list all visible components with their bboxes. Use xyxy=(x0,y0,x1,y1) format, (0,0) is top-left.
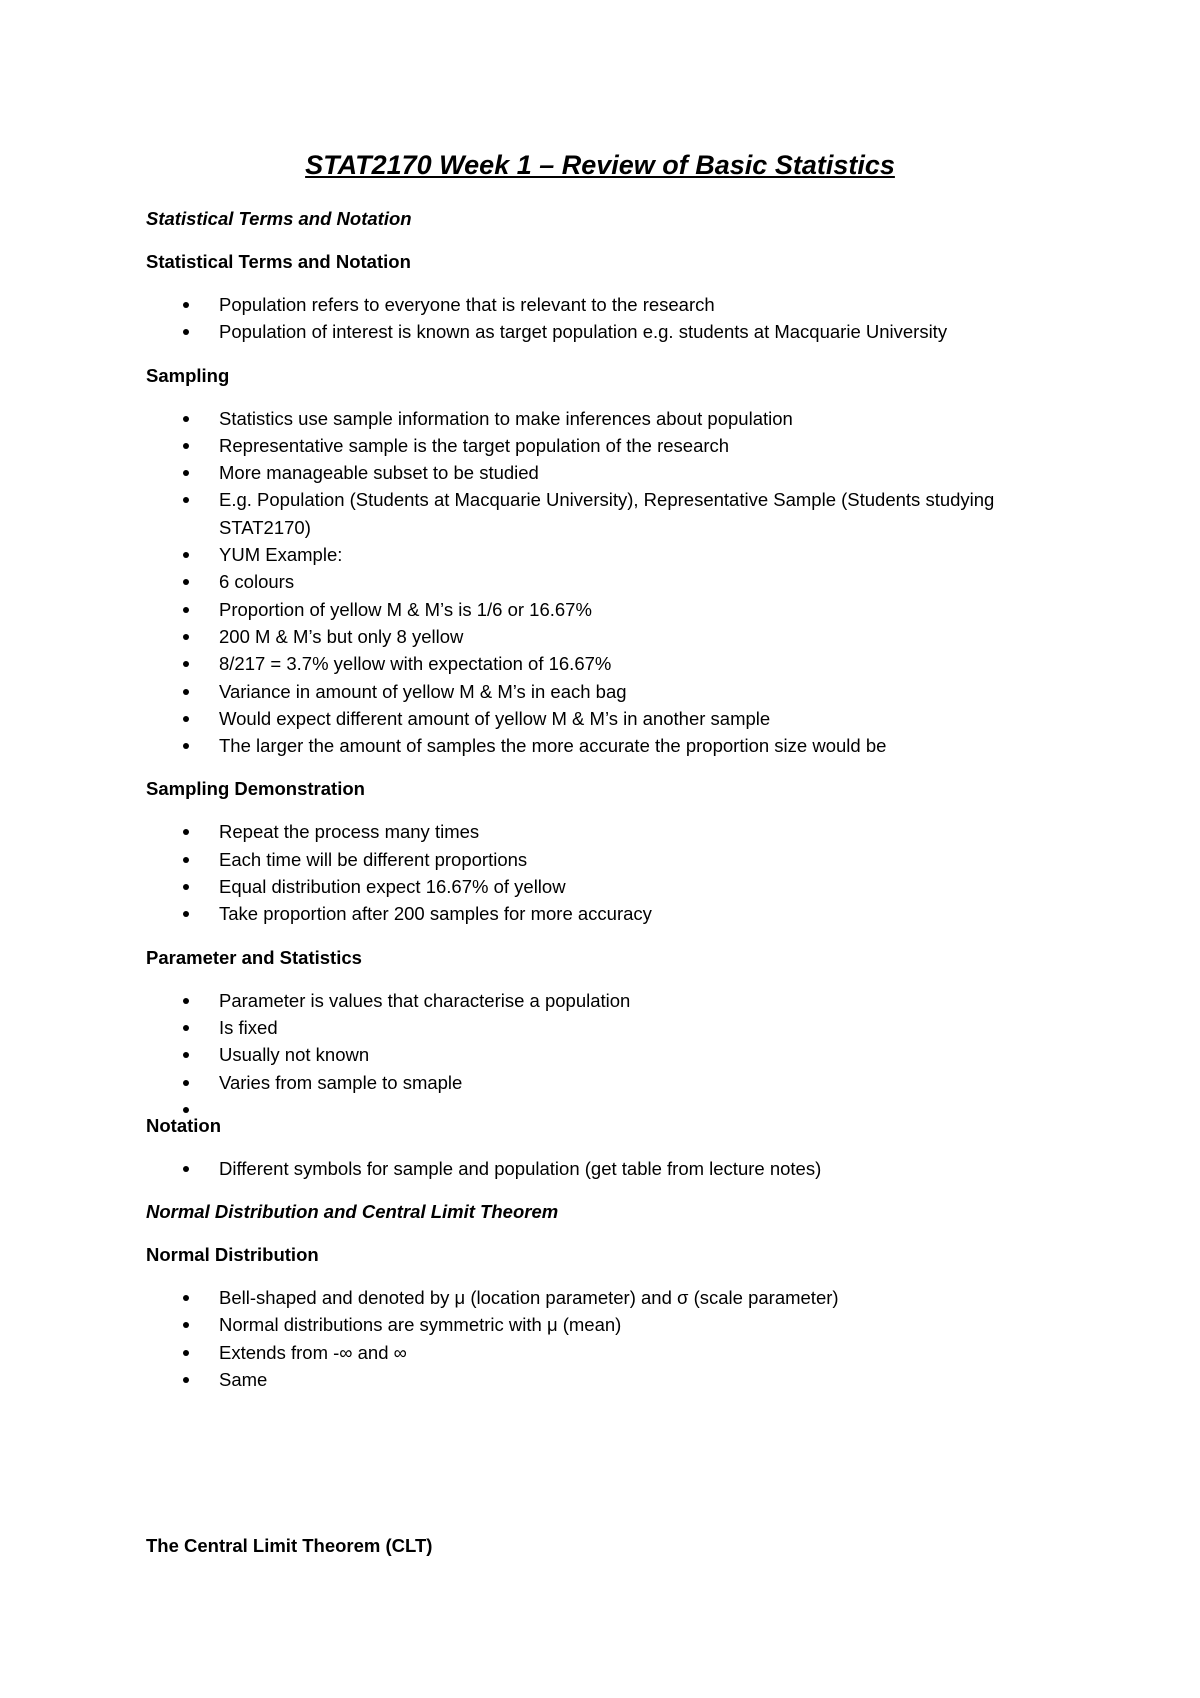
bullet-dot-icon xyxy=(183,329,189,335)
bullet-dot-icon xyxy=(183,911,189,917)
bullet-item xyxy=(146,432,1066,459)
bullet-text: Is fixed xyxy=(219,1016,278,1038)
bullet-item xyxy=(146,405,1066,432)
bullet-item xyxy=(146,846,1066,873)
bullet-text: Representative sample is the target population of the research xyxy=(219,434,730,456)
bullet-dot-icon xyxy=(183,661,189,667)
bullet-item xyxy=(146,732,1066,759)
bullet-dot-icon xyxy=(183,416,189,422)
bullet-text: Equal distribution expect 16.67% of yellow xyxy=(219,876,566,898)
section-heading: Statistical Terms and Notation xyxy=(146,251,411,272)
section-heading: Sampling Demonstration xyxy=(146,778,365,800)
bullet-text: Same xyxy=(219,1369,268,1391)
bullet-list xyxy=(146,987,1066,1096)
bullet-text: Bell-shaped and denoted by μ (location parameter) and σ (scale parameter) xyxy=(219,1287,839,1309)
bullet-item xyxy=(146,873,1066,900)
section-heading: Normal Distribution xyxy=(146,1244,319,1266)
clt-heading: The Central Limit Theorem (CLT) xyxy=(146,1535,433,1556)
bullet-item xyxy=(146,486,1066,541)
bullet-item xyxy=(146,1155,1066,1182)
bullet-item xyxy=(146,705,1066,732)
bullet-item xyxy=(146,459,1066,486)
bullet-item xyxy=(146,818,1066,845)
bullet-dot-icon xyxy=(183,302,189,308)
bullet-item xyxy=(146,623,1066,650)
bullet-dot-icon xyxy=(183,1080,189,1086)
bullet-item xyxy=(146,1069,1066,1096)
bullet-dot-icon xyxy=(183,443,189,449)
bullet-item xyxy=(146,1041,1066,1068)
document-title: STAT2170 Week 1 – Review of Basic Statistics xyxy=(305,150,895,180)
bullet-text: Population of interest is known as target population e.g. students at Macquarie University xyxy=(219,321,948,343)
bullet-dot-icon xyxy=(183,716,189,722)
bullet-text: 8/217 = 3.7% yellow with expectation of 16.67% xyxy=(219,653,612,675)
bullet-text: The larger the amount of samples the more accurate the proportion size would be xyxy=(219,735,887,757)
bullet-item xyxy=(146,1339,1066,1366)
bullet-item xyxy=(146,1366,1066,1393)
bullet-dot-icon xyxy=(183,1166,189,1172)
bullet-list xyxy=(146,291,1066,346)
bullet-text: 200 M & M’s but only 8 yellow xyxy=(219,625,464,647)
bullet-dot-icon xyxy=(183,1377,189,1383)
bullet-text: Different symbols for sample and population (get table from lecture notes) xyxy=(219,1157,822,1179)
bullet-text: Varies from sample to smaple xyxy=(219,1071,463,1093)
bullet-item xyxy=(146,596,1066,623)
bullet-dot-icon xyxy=(183,1052,189,1058)
bullet-dot-icon xyxy=(183,998,189,1004)
bullet-dot-icon xyxy=(183,579,189,585)
bullet-dot-icon xyxy=(183,689,189,695)
bullet-text: YUM Example: xyxy=(219,544,343,566)
section-heading: Statistical Terms and Notation xyxy=(146,208,412,229)
section-heading: Normal Distribution and Central Limit Theorem xyxy=(146,1201,559,1223)
section-heading: Parameter and Statistics xyxy=(146,946,362,968)
bullet-item xyxy=(146,650,1066,677)
bullet-text: Proportion of yellow M & M’s is 1/6 or 16.67% xyxy=(219,598,592,620)
bullet-dot-icon xyxy=(183,470,189,476)
bullet-item xyxy=(146,1311,1066,1338)
bullet-dot-icon xyxy=(183,857,189,863)
bullet-item xyxy=(146,318,1066,345)
bullet-dot-icon xyxy=(183,1107,189,1113)
section-heading: Notation xyxy=(146,1114,222,1136)
bullet-dot-icon xyxy=(183,607,189,613)
bullet-text: Statistics use sample information to make inferences about population xyxy=(219,407,793,429)
bullet-text: More manageable subset to be studied xyxy=(219,462,539,484)
bullet-list xyxy=(146,1284,1066,1393)
bullet-dot-icon xyxy=(183,497,189,503)
bullet-item xyxy=(146,1284,1066,1311)
bullet-item xyxy=(146,291,1066,318)
bullet-item xyxy=(146,568,1066,595)
bullet-dot-icon xyxy=(183,884,189,890)
bullet-dot-icon xyxy=(183,634,189,640)
bullet-dot-icon xyxy=(183,743,189,749)
bullet-text: Would expect different amount of yellow M & M’s in another sample xyxy=(219,707,771,729)
bullet-text: Each time will be different proportions xyxy=(219,848,528,870)
bullet-text: Population refers to everyone that is relevant to the research xyxy=(219,294,715,315)
section-heading: Sampling xyxy=(146,364,230,386)
document-body xyxy=(146,205,1066,1409)
bullet-text: Repeat the process many times xyxy=(219,821,480,843)
bullet-dot-icon xyxy=(183,1322,189,1328)
bullet-text: Normal distributions are symmetric with μ (mean) xyxy=(219,1314,622,1336)
bullet-item xyxy=(146,987,1066,1014)
bullet-text: E.g. Population (Students at Macquarie University), Representative Sample (Students studying STAT2170) xyxy=(219,489,995,538)
bullet-text: Variance in amount of yellow M & M’s in each bag xyxy=(219,680,627,702)
bullet-dot-icon xyxy=(183,1350,189,1356)
bullet-text: Extends from -∞ and ∞ xyxy=(219,1341,407,1363)
bullet-item xyxy=(146,678,1066,705)
bullet-list xyxy=(146,405,1066,760)
bullet-text: Take proportion after 200 samples for more accuracy xyxy=(219,903,652,925)
bullet-list xyxy=(146,818,1066,927)
bullet-dot-icon xyxy=(183,1295,189,1301)
bullet-item xyxy=(146,541,1066,568)
bullet-text: Usually not known xyxy=(219,1044,370,1066)
bullet-dot-icon xyxy=(183,552,189,558)
bullet-item xyxy=(146,1014,1066,1041)
bullet-item xyxy=(146,900,1066,927)
bullet-text: Parameter is values that characterise a population xyxy=(219,989,631,1011)
bullet-dot-icon xyxy=(183,1025,189,1031)
bullet-list xyxy=(146,1155,1066,1182)
bullet-text: 6 colours xyxy=(219,571,295,593)
bullet-dot-icon xyxy=(183,829,189,835)
